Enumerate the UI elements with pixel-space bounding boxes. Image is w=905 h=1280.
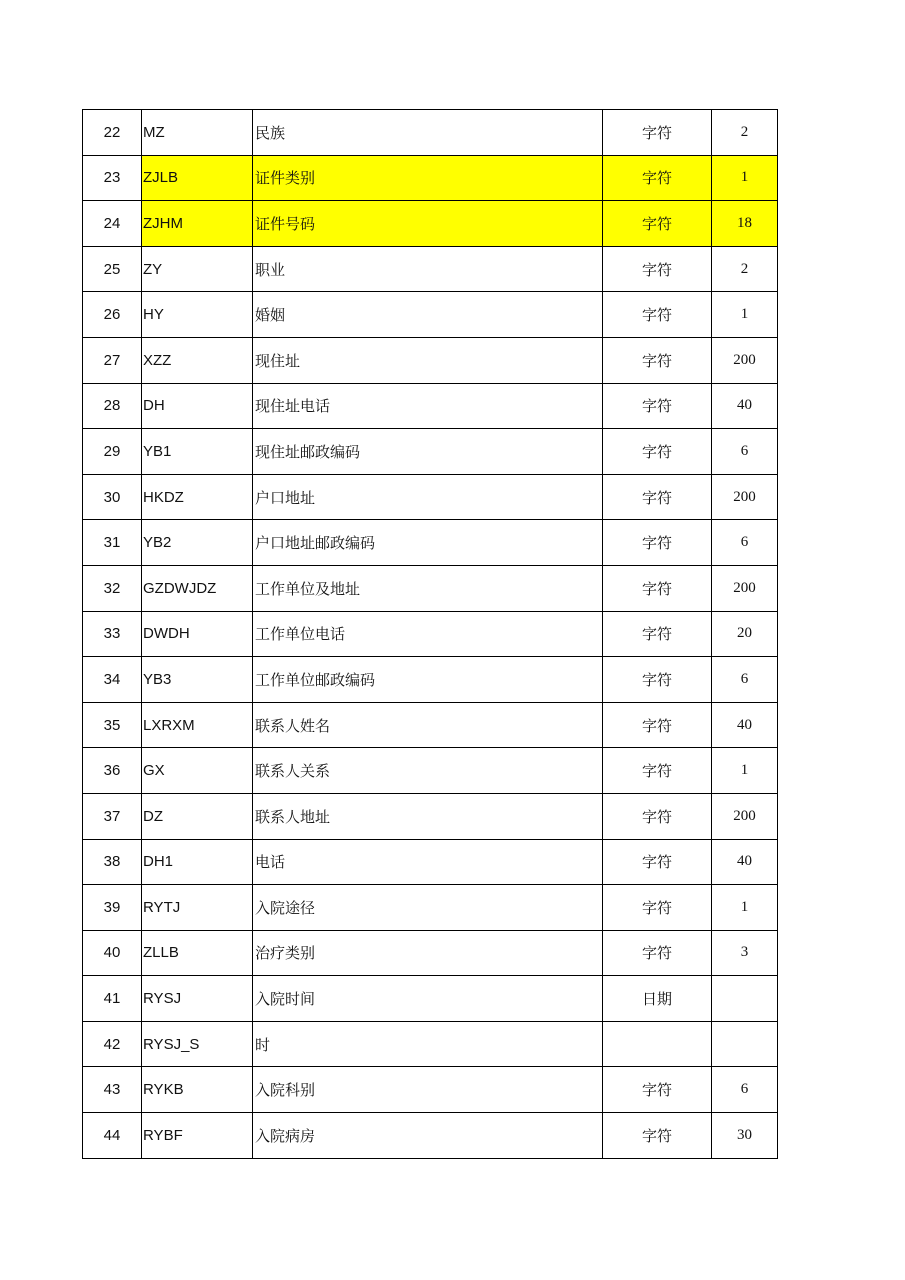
row-number-cell: 22: [83, 110, 142, 156]
field-name-cell: 联系人地址: [253, 793, 603, 839]
field-name-cell: 证件类别: [253, 155, 603, 201]
field-name-cell: 入院科别: [253, 1067, 603, 1113]
field-type-cell: 字符: [603, 930, 712, 976]
table-row: [83, 474, 778, 520]
field-code-cell: XZZ: [142, 337, 253, 383]
field-code-cell: ZJHM: [142, 201, 253, 247]
field-code-cell: LXRXM: [142, 702, 253, 748]
field-name-cell: 户口地址邮政编码: [253, 520, 603, 566]
field-length-cell: 3: [712, 930, 778, 976]
field-name-cell: 时: [253, 1021, 603, 1067]
field-length-cell: 1: [712, 885, 778, 931]
table-row: [83, 337, 778, 383]
field-type-cell: 字符: [603, 657, 712, 703]
field-type-cell: 字符: [603, 702, 712, 748]
field-definition-table: [82, 109, 778, 1159]
table-row: [83, 1113, 778, 1159]
table-row: [83, 292, 778, 338]
field-type-cell: 字符: [603, 246, 712, 292]
row-number-cell: 33: [83, 611, 142, 657]
field-type-cell: 字符: [603, 748, 712, 794]
field-name-cell: 工作单位电话: [253, 611, 603, 657]
field-length-cell: 40: [712, 839, 778, 885]
row-number-cell: 29: [83, 429, 142, 475]
field-length-cell: 1: [712, 155, 778, 201]
table-row: [83, 748, 778, 794]
field-length-cell: 1: [712, 292, 778, 338]
field-name-cell: 入院时间: [253, 976, 603, 1022]
table-row: [83, 201, 778, 247]
field-code-cell: RYBF: [142, 1113, 253, 1159]
field-name-cell: 入院病房: [253, 1113, 603, 1159]
field-length-cell: 6: [712, 520, 778, 566]
table-row: [83, 976, 778, 1022]
row-number-cell: 44: [83, 1113, 142, 1159]
field-length-cell: [712, 1021, 778, 1067]
field-type-cell: 字符: [603, 793, 712, 839]
row-number-cell: 23: [83, 155, 142, 201]
table-row: [83, 611, 778, 657]
field-code-cell: ZJLB: [142, 155, 253, 201]
row-number-cell: 31: [83, 520, 142, 566]
field-type-cell: [603, 1021, 712, 1067]
row-number-cell: 39: [83, 885, 142, 931]
field-code-cell: ZY: [142, 246, 253, 292]
field-code-cell: MZ: [142, 110, 253, 156]
row-number-cell: 30: [83, 474, 142, 520]
field-length-cell: 40: [712, 383, 778, 429]
field-type-cell: 日期: [603, 976, 712, 1022]
row-number-cell: 41: [83, 976, 142, 1022]
row-number-cell: 32: [83, 565, 142, 611]
field-type-cell: 字符: [603, 1067, 712, 1113]
row-number-cell: 24: [83, 201, 142, 247]
row-number-cell: 42: [83, 1021, 142, 1067]
field-length-cell: 200: [712, 793, 778, 839]
field-code-cell: DZ: [142, 793, 253, 839]
field-code-cell: RYTJ: [142, 885, 253, 931]
field-type-cell: 字符: [603, 611, 712, 657]
row-number-cell: 43: [83, 1067, 142, 1113]
field-type-cell: 字符: [603, 292, 712, 338]
field-code-cell: RYSJ: [142, 976, 253, 1022]
table-row: [83, 110, 778, 156]
field-name-cell: 婚姻: [253, 292, 603, 338]
row-number-cell: 36: [83, 748, 142, 794]
field-code-cell: RYKB: [142, 1067, 253, 1113]
table-row: [83, 702, 778, 748]
field-length-cell: 6: [712, 1067, 778, 1113]
field-type-cell: 字符: [603, 201, 712, 247]
field-code-cell: DWDH: [142, 611, 253, 657]
table-row: [83, 1067, 778, 1113]
field-code-cell: YB3: [142, 657, 253, 703]
field-length-cell: 2: [712, 110, 778, 156]
table-row: [83, 383, 778, 429]
row-number-cell: 28: [83, 383, 142, 429]
field-code-cell: YB2: [142, 520, 253, 566]
field-name-cell: 现住址邮政编码: [253, 429, 603, 475]
field-name-cell: 现住址: [253, 337, 603, 383]
field-length-cell: 18: [712, 201, 778, 247]
field-name-cell: 联系人关系: [253, 748, 603, 794]
row-number-cell: 27: [83, 337, 142, 383]
table-row: [83, 155, 778, 201]
table-row: [83, 930, 778, 976]
table-row: [83, 429, 778, 475]
field-type-cell: 字符: [603, 383, 712, 429]
field-name-cell: 民族: [253, 110, 603, 156]
table-row: [83, 839, 778, 885]
table-row: [83, 1021, 778, 1067]
field-length-cell: 6: [712, 657, 778, 703]
field-code-cell: HY: [142, 292, 253, 338]
field-length-cell: 1: [712, 748, 778, 794]
field-type-cell: 字符: [603, 474, 712, 520]
field-name-cell: 现住址电话: [253, 383, 603, 429]
field-code-cell: ZLLB: [142, 930, 253, 976]
field-type-cell: 字符: [603, 429, 712, 475]
table-row: [83, 793, 778, 839]
row-number-cell: 34: [83, 657, 142, 703]
field-type-cell: 字符: [603, 337, 712, 383]
row-number-cell: 25: [83, 246, 142, 292]
field-name-cell: 工作单位邮政编码: [253, 657, 603, 703]
field-name-cell: 工作单位及地址: [253, 565, 603, 611]
field-type-cell: 字符: [603, 885, 712, 931]
table-row: [83, 885, 778, 931]
field-code-cell: DH: [142, 383, 253, 429]
field-type-cell: 字符: [603, 520, 712, 566]
field-name-cell: 治疗类别: [253, 930, 603, 976]
table-row: [83, 520, 778, 566]
field-type-cell: 字符: [603, 155, 712, 201]
field-code-cell: GZDWJDZ: [142, 565, 253, 611]
row-number-cell: 26: [83, 292, 142, 338]
field-code-cell: DH1: [142, 839, 253, 885]
field-code-cell: HKDZ: [142, 474, 253, 520]
row-number-cell: 35: [83, 702, 142, 748]
field-type-cell: 字符: [603, 1113, 712, 1159]
table-row: [83, 246, 778, 292]
field-name-cell: 电话: [253, 839, 603, 885]
row-number-cell: 37: [83, 793, 142, 839]
field-code-cell: YB1: [142, 429, 253, 475]
table-row: [83, 565, 778, 611]
field-name-cell: 户口地址: [253, 474, 603, 520]
field-length-cell: 30: [712, 1113, 778, 1159]
field-length-cell: 40: [712, 702, 778, 748]
field-name-cell: 入院途径: [253, 885, 603, 931]
field-length-cell: 2: [712, 246, 778, 292]
field-length-cell: 20: [712, 611, 778, 657]
field-code-cell: RYSJ_S: [142, 1021, 253, 1067]
field-type-cell: 字符: [603, 110, 712, 156]
field-name-cell: 证件号码: [253, 201, 603, 247]
field-type-cell: 字符: [603, 565, 712, 611]
field-type-cell: 字符: [603, 839, 712, 885]
field-length-cell: 6: [712, 429, 778, 475]
row-number-cell: 38: [83, 839, 142, 885]
field-code-cell: GX: [142, 748, 253, 794]
field-length-cell: 200: [712, 337, 778, 383]
table-row: [83, 657, 778, 703]
field-name-cell: 职业: [253, 246, 603, 292]
row-number-cell: 40: [83, 930, 142, 976]
field-name-cell: 联系人姓名: [253, 702, 603, 748]
field-length-cell: 200: [712, 474, 778, 520]
field-length-cell: [712, 976, 778, 1022]
table-body: [83, 110, 778, 1159]
field-length-cell: 200: [712, 565, 778, 611]
